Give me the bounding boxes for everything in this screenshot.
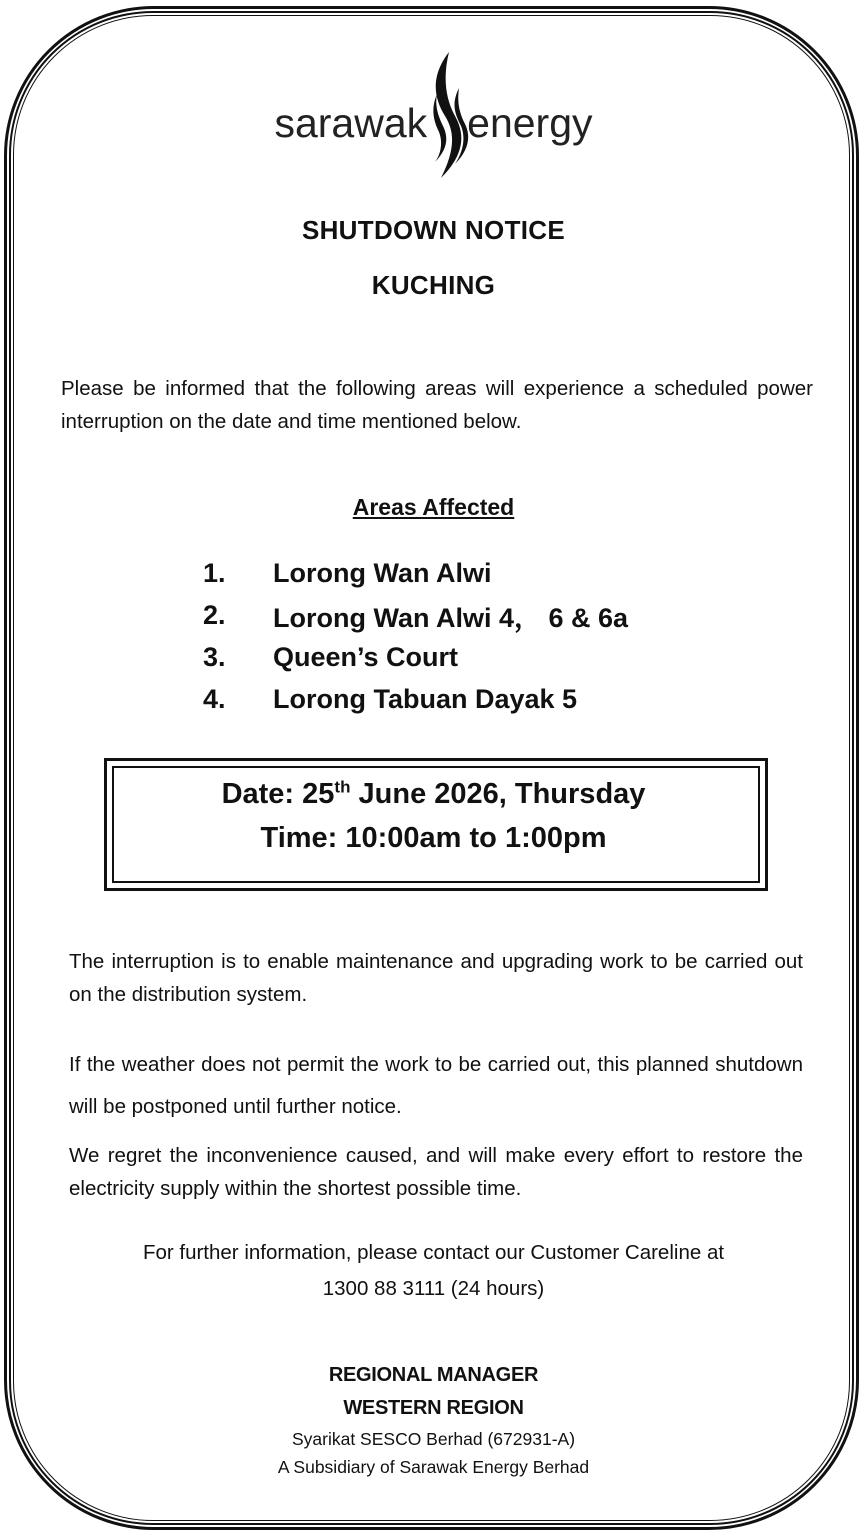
weather-paragraph: If the weather does not permit the work to be carried out, this planned shutdown will be postponed until further notice.	[69, 1053, 803, 1118]
subsidiary-line: A Subsidiary of Sarawak Energy Berhad	[277, 1457, 590, 1477]
notice-location: KUCHING	[371, 270, 496, 300]
list-item	[203, 636, 628, 678]
logo-word-energy: energy	[467, 99, 593, 146]
contact-line: For further information, please contact our Customer Careline at	[142, 1241, 725, 1264]
schedule-date	[0, 778, 867, 811]
area-name: Lorong Wan Alwi 4， 6 & 6a	[273, 602, 629, 633]
schedule-time: Time: 10:00am to 1:00pm	[260, 822, 607, 854]
company-name: Syarikat SESCO Berhad (672931-A)	[291, 1429, 576, 1449]
areas-list	[203, 552, 628, 720]
date-rest: June 2026, Thursday	[350, 778, 646, 810]
date-ordinal: th	[334, 777, 351, 797]
list-item	[203, 552, 628, 594]
list-item	[203, 678, 628, 720]
area-number: 2.	[203, 599, 226, 630]
area-name: Lorong Wan Alwi	[273, 557, 492, 588]
area-name: Lorong Tabuan Dayak 5	[273, 683, 578, 714]
reason-paragraph: The interruption is to enable maintenance and upgrading work to be carried out on the distribution system.	[69, 950, 803, 1006]
careline-number: 1300 88 3111 (24 hours)	[322, 1277, 545, 1300]
signatory-title: REGIONAL MANAGER	[328, 1364, 539, 1386]
notice-title: SHUTDOWN NOTICE	[301, 215, 566, 245]
flame-icon	[425, 50, 469, 180]
area-name: Queen’s Court	[273, 641, 459, 672]
date-prefix: Date: 25	[221, 778, 335, 810]
signatory-region: WESTERN REGION	[343, 1397, 524, 1419]
list-item	[203, 594, 628, 636]
area-number: 3.	[203, 641, 226, 672]
area-number: 4.	[203, 683, 226, 714]
area-number: 1.	[203, 557, 226, 588]
logo-word-sarawak: sarawak	[274, 99, 428, 146]
sarawak-energy-logo	[0, 50, 867, 180]
intro-paragraph: Please be informed that the following areas will experience a scheduled power interruption on the date and time mentioned below.	[61, 377, 813, 433]
areas-heading: Areas Affected	[352, 494, 515, 520]
apology-paragraph: We regret the inconvenience caused, and will make every effort to restore the electricity supply within the shortest possible time.	[69, 1144, 803, 1200]
